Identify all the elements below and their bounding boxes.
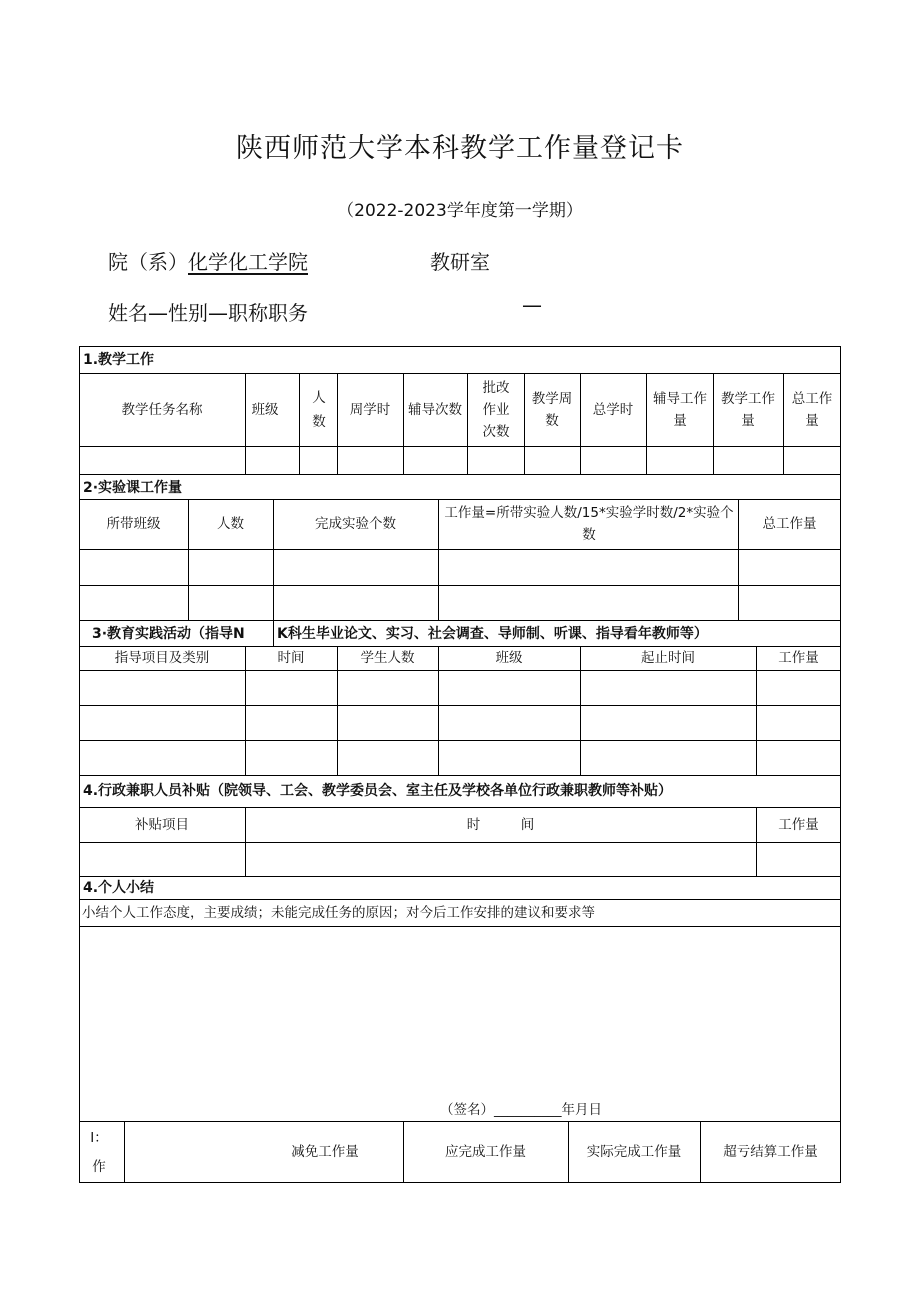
s4-header-subsidy-item: 补贴项目	[135, 816, 189, 833]
footer-label-bottom: 作	[92, 1159, 106, 1175]
footer-label-top: I：	[90, 1130, 108, 1146]
registration-table	[79, 346, 841, 1183]
s1-header-weekly-hours: 周学时	[349, 401, 391, 418]
signature-date-line: （签名）__________年月日	[440, 1102, 602, 1118]
section2-title: 2·实验课工作量	[83, 480, 183, 496]
s3-header-workload: 工作量	[778, 650, 819, 666]
s2-header-workload-formula: 工作量=所带实验人数/15*实验学时数/2*实验个数	[444, 505, 734, 543]
section3-title-part1: 3·教育实践活动（指导N	[92, 626, 245, 642]
s4-header-workload: 工作量	[778, 816, 819, 833]
s3-header-project-type: 指导项目及类别	[114, 650, 210, 666]
footer-actual-workload: 实际完成工作量	[586, 1144, 682, 1160]
department-value: 化学化工学院	[188, 250, 308, 274]
footer-reduced-workload: 减免工作量	[291, 1144, 359, 1160]
s2-header-class: 所带班级	[106, 516, 161, 532]
s3-header-time: 时间	[277, 650, 305, 666]
s1-header-teaching-weeks: 教学周数	[531, 390, 573, 429]
office-label: 教研室	[430, 250, 490, 274]
section5-title: 4.个人小结	[83, 880, 155, 896]
s1-header-task-name: 教学任务名称	[121, 401, 203, 418]
s1-header-tutoring-workload: 辅导工作量	[653, 390, 707, 429]
department-label: 院（系）	[108, 250, 188, 274]
s3-header-class: 班级	[495, 650, 523, 666]
s2-header-experiments-done: 完成实验个数	[315, 516, 396, 532]
s1-header-teaching-workload: 教学工作量	[721, 390, 775, 429]
s3-header-start-end-time: 起止时间	[641, 650, 695, 666]
footer-settlement-workload: 超亏结算工作量	[723, 1144, 818, 1160]
s2-header-total-workload: 总工作量	[762, 516, 817, 532]
section1-title: 1.教学工作	[83, 352, 155, 368]
s1-header-headcount: 人数	[312, 389, 326, 430]
s1-header-grading-count: 批改作业次数	[482, 379, 510, 440]
s3-header-student-count: 学生人数	[360, 650, 415, 666]
summary-prompt: 小结个人工作态度，主要成绩；未能完成任务的原因；对今后工作安排的建议和要求等	[82, 905, 595, 921]
section4-title: 4.行政兼职人员补贴（院领导、工会、教学委员会、室主任及学校各单位行政兼职教师等补贴）	[83, 783, 673, 799]
s1-header-total-workload: 总工作量	[791, 390, 833, 429]
s1-header-total-hours: 总学时	[592, 401, 634, 418]
footer-required-workload: 应完成工作量	[445, 1144, 526, 1160]
department-line	[108, 246, 308, 275]
s1-header-tutoring-count: 辅导次数	[408, 401, 462, 418]
s4-header-time: 时 间	[466, 816, 535, 833]
name-gender-title-line: 姓名—性别—职称职务	[108, 301, 308, 325]
semester-subtitle: （2022-2023学年度第一学期）	[337, 201, 583, 221]
section3-title-part2: K科生毕业论文、实习、社会调查、导师制、听课、指导看年教师等）	[277, 626, 708, 642]
page-title: 陕西师范大学本科教学工作量登记卡	[236, 133, 684, 164]
s1-header-class: 班级	[251, 401, 279, 418]
header-dash: —	[522, 293, 542, 317]
s2-header-headcount: 人数	[217, 516, 244, 532]
